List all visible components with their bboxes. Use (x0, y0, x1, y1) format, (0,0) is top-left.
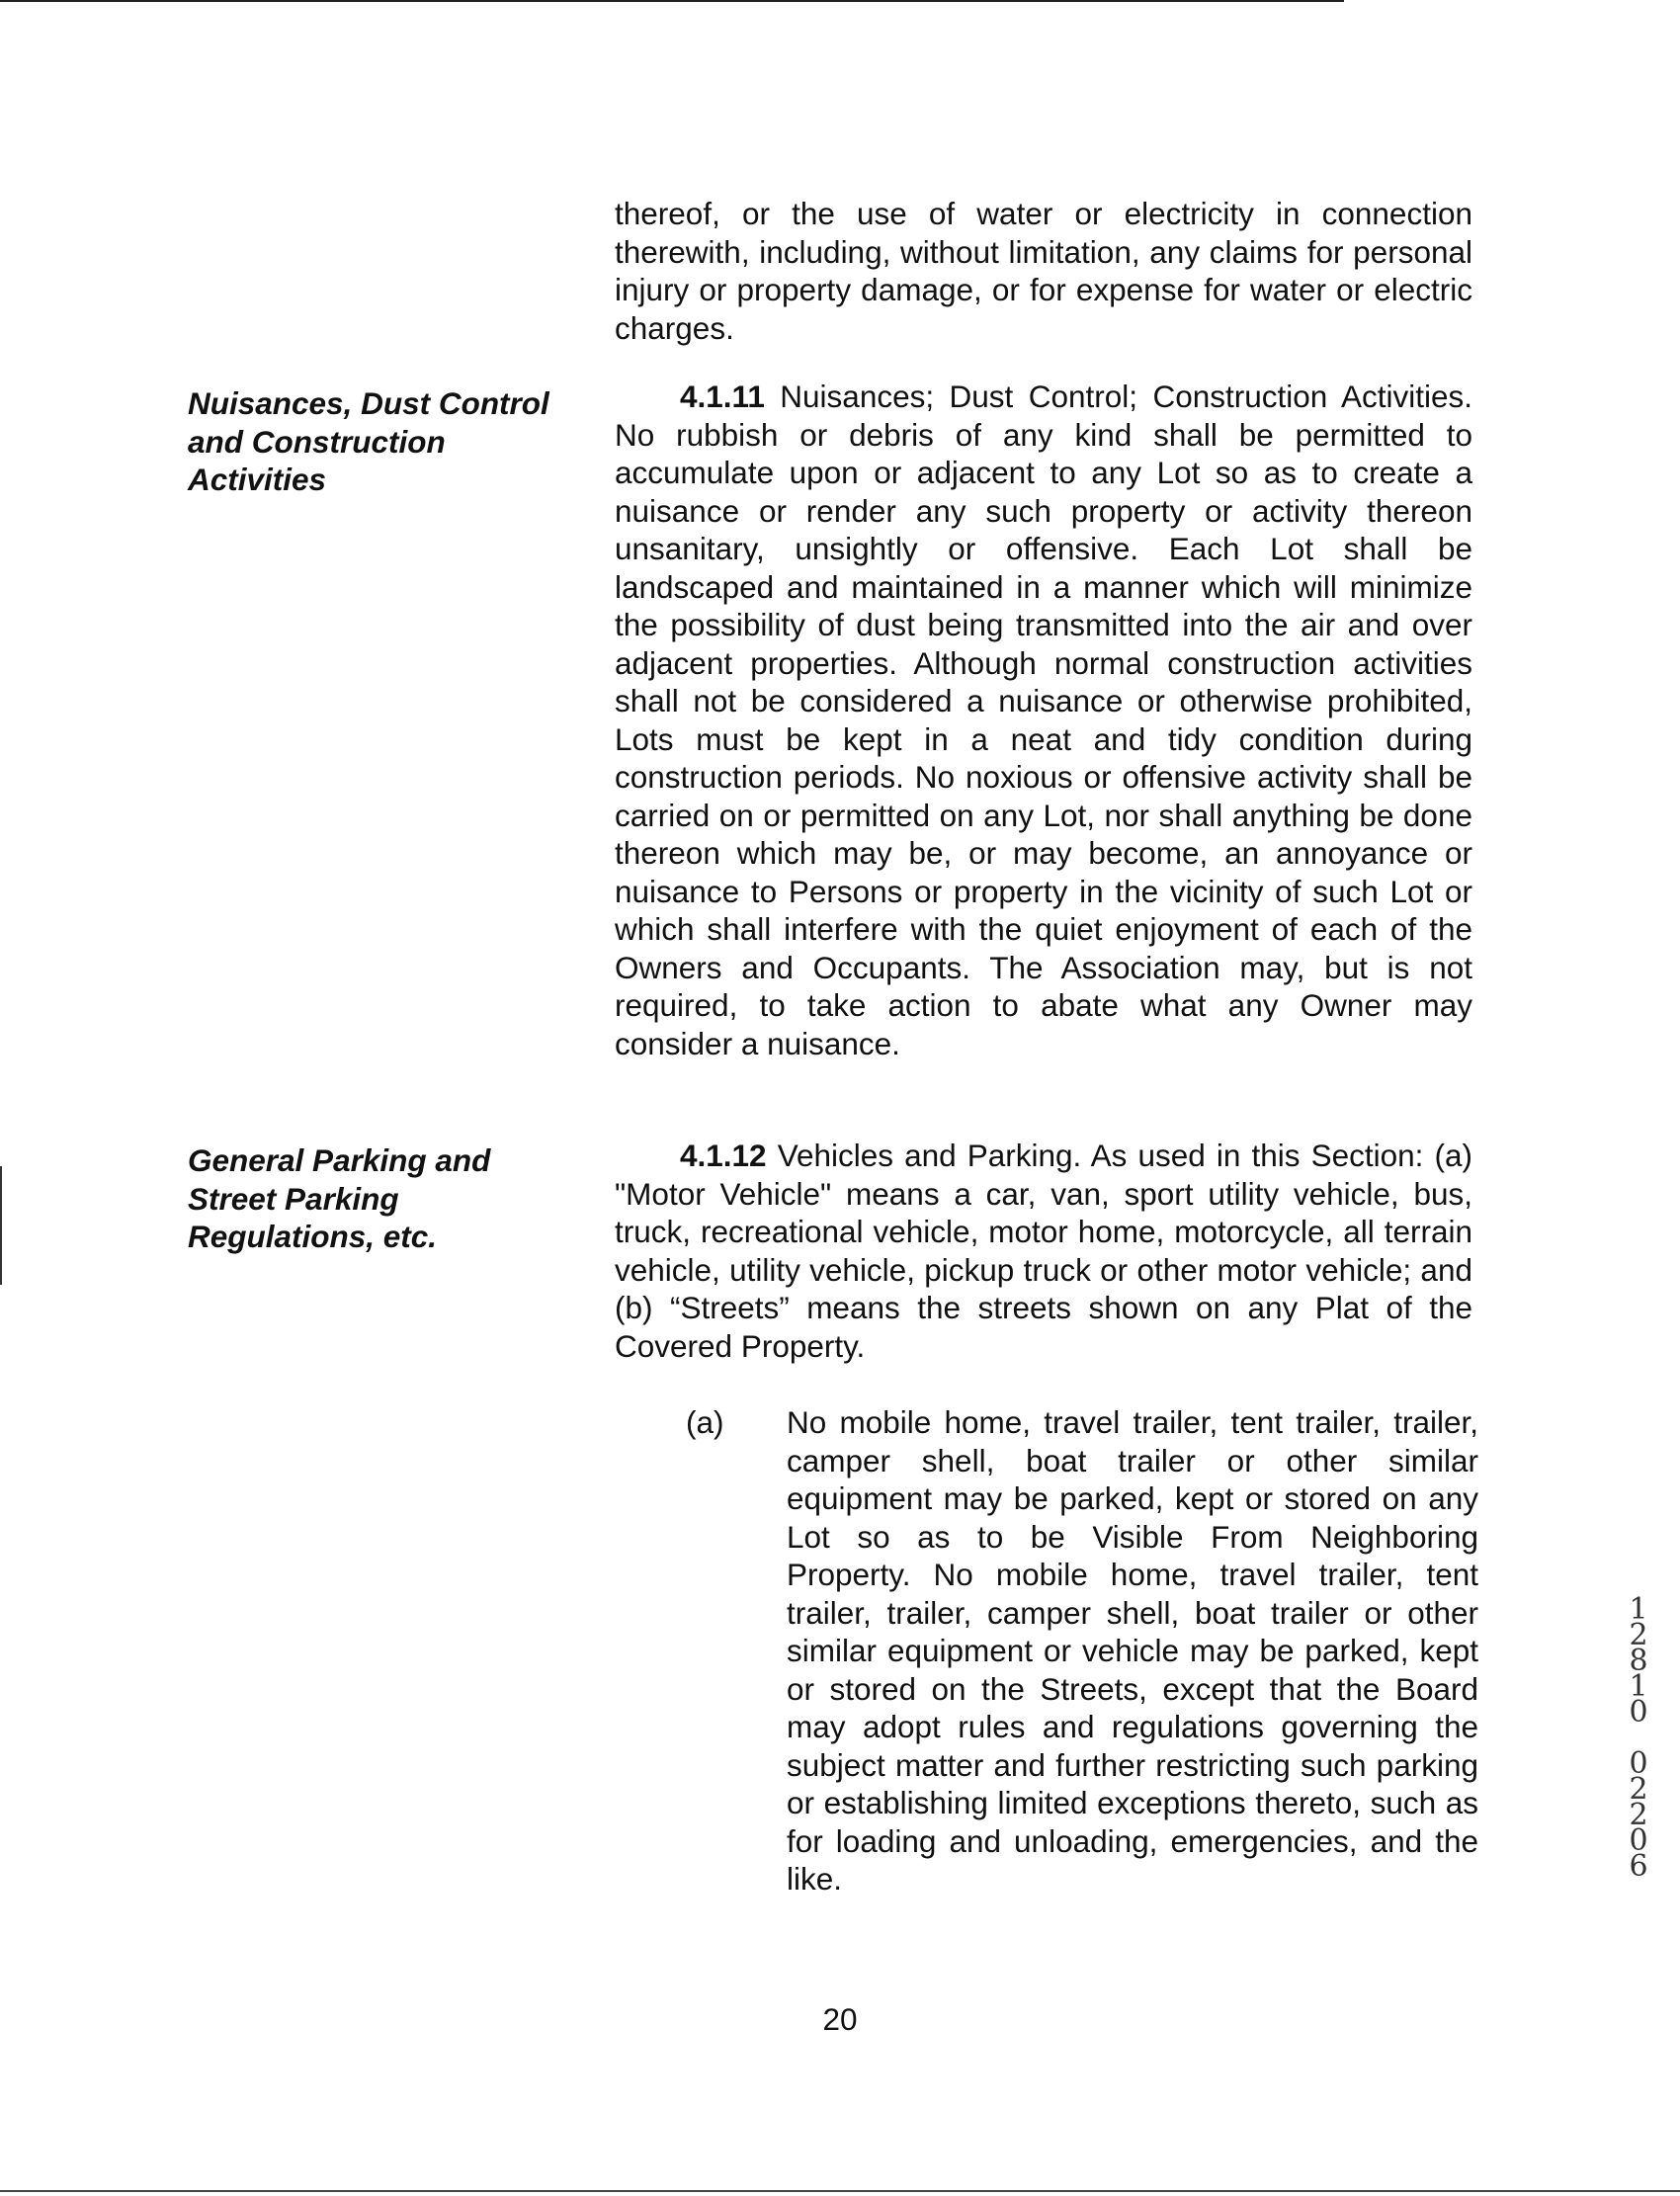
intro-paragraph: thereof, or the use of water or electricity in connection therewith, including, without limitation, any claims for personal injury or property damage, or for expense for water or electric charges. (615, 196, 1472, 346)
scan-edge-bottom (0, 2190, 1680, 2192)
section-body: As used in this Section: (a) "Motor Vehicle" means a car, van, sport utility vehicle, bus, truck, recreational vehicle, motor home, motorcycle, all terrain vehicle, utility vehicle, pickup truck or other motor vehicle; and (b) “Streets” means the streets shown on any Plat of the Covered Property. (615, 1138, 1472, 1364)
item-a-label: (a) (686, 1404, 724, 1440)
stamp-digit: 0 (1629, 1695, 1648, 1730)
side-heading-line: Activities (188, 462, 327, 497)
section-number: 4.1.12 (680, 1138, 767, 1173)
side-heading-line: Regulations, etc. (188, 1219, 438, 1254)
stamp-digit: 6 (1629, 1849, 1648, 1884)
scan-edge-left (0, 1166, 2, 1285)
side-heading-line: Street Parking (188, 1180, 399, 1217)
item-a-text: No mobile home, travel trailer, tent trailer, trailer, camper shell, boat trailer or other similar equipment may be parked, kept or stored on any Lot so as to be Visible From Neighboring Property. No mobile home, travel trailer, tent trailer, trailer, camper shell, boat trailer or other similar equipment or vehicle may be parked, kept or stored on the Streets, except that the Board may adopt rules and regulations governing the subject matter and further restricting such parking or establishing limited exceptions thereto, such as for loading and unloading, emergencies, and the like. (787, 1404, 1478, 1897)
section-body: No rubbish or debris of any kind shall be permitted to accumulate upon or adjacent to any Lot so as to create a nuisance or render any such property or activity thereon unsanitary, unsightly or offensive. Each Lot shall be landscaped and maintained in a manner which will minimize the possibility of dust being transmitted into the air and over adjacent properties. Although normal construction activities shall not be considered a nuisance or otherwise prohibited, Lots must be kept in a neat and tidy condition during construction periods. No noxious or offensive activity shall be carried on or permitted on any Lot, nor shall anything be done thereon which may be, or may become, an annoyance or nuisance to Persons or property in the vicinity of such Lot or which shall interfere with the quiet enjoyment of each of the Owners and Occupants. The Association may, but is not required, to take action to abate what any Owner may consider a nuisance. (615, 416, 1472, 1061)
stamp-digit: 2 (1629, 1772, 1648, 1807)
section-4-1-12-paragraph (615, 1137, 1472, 1365)
side-heading-line: General Parking and (188, 1142, 491, 1178)
section-4-1-11-paragraph (615, 378, 1472, 1062)
section-title: Vehicles and Parking. (777, 1138, 1082, 1173)
section-number: 4.1.11 (680, 379, 765, 414)
section-title: Nuisances; Dust Control; Construction Activities. (780, 379, 1472, 414)
side-heading-line: Nuisances, Dust Control (188, 385, 549, 421)
stamp-digit: 8 (1629, 1644, 1648, 1678)
section-4-1-11-side-heading (188, 384, 603, 499)
page-number: 20 (822, 2001, 858, 2037)
stamp-digit: 2 (1629, 1618, 1648, 1652)
recording-stamp (1619, 1592, 1658, 1884)
stamp-digit: 2 (1629, 1798, 1648, 1832)
stamp-digit: 1 (1629, 1592, 1648, 1627)
stamp-digit: 0 (1629, 1746, 1648, 1781)
side-heading-line: and Construction (188, 423, 446, 460)
stamp-digit: 0 (1629, 1823, 1648, 1858)
stamp-digit: 1 (1629, 1669, 1648, 1704)
section-4-1-12-side-heading (188, 1141, 603, 1256)
scan-edge-top (0, 0, 1344, 2)
